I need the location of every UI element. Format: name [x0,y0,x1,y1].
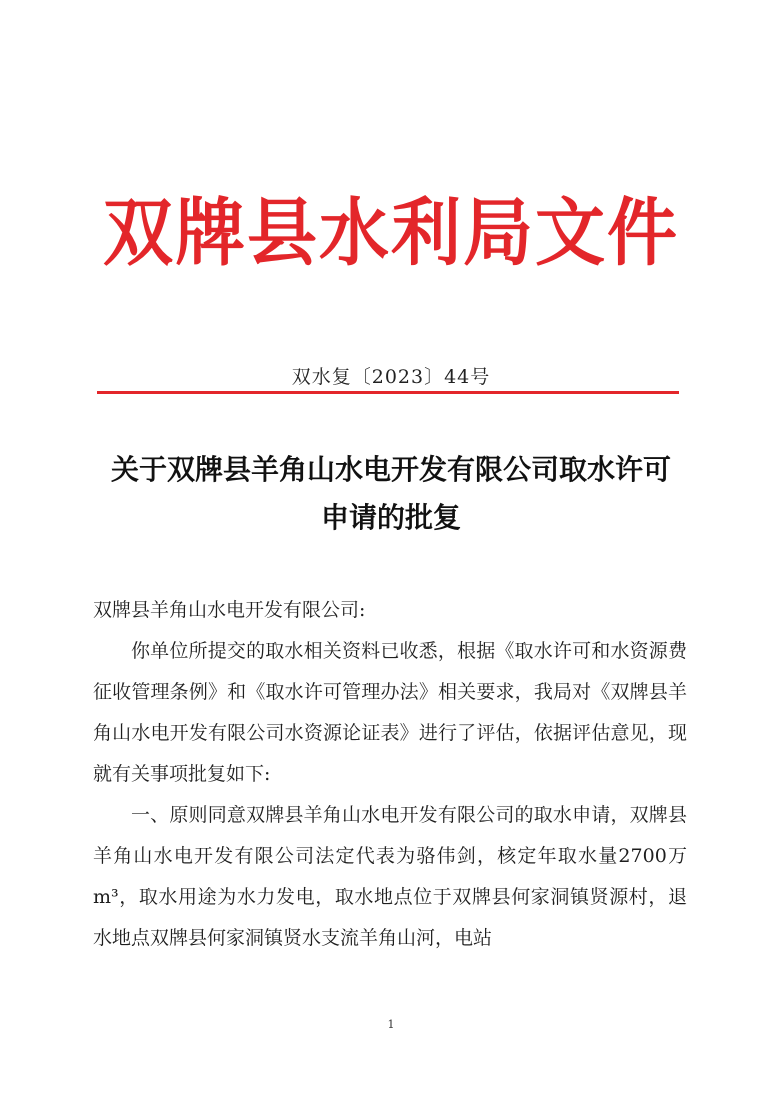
document-title-line-1: 关于双牌县羊角山水电开发有限公司取水许可 [110,453,671,486]
document-masthead: 双牌县水利局文件 [103,188,679,277]
body-paragraph-2: 一、原则同意双牌县羊角山水电开发有限公司的取水申请，双牌县羊角山水电开发有限公司法定代表为骆伟剑，核定年取水量2700万m³，取水用途为水力发电，取水地点位于双牌县何家洞镇贤源村，退水地点双牌县何家洞镇贤水支流羊角山河，电站 [93,804,687,949]
red-divider-rule [97,391,679,394]
document-number: 双水复〔2023〕44号 [291,366,491,388]
document-title [60,446,722,542]
salutation: 双牌县羊角山水电开发有限公司: [93,599,366,621]
document-body [93,590,687,959]
body-paragraph-1: 你单位所提交的取水相关资料已收悉，根据《取水许可和水资源费征收管理条例》和《取水许可管理办法》相关要求，我局对《双牌县羊角山水电开发有限公司水资源论证表》进行了评估，依据评估意见，现就有关事项批复如下: [93,640,687,785]
page-number: 1 [387,1018,395,1031]
document-title-line-2: 申请的批复 [320,501,461,534]
